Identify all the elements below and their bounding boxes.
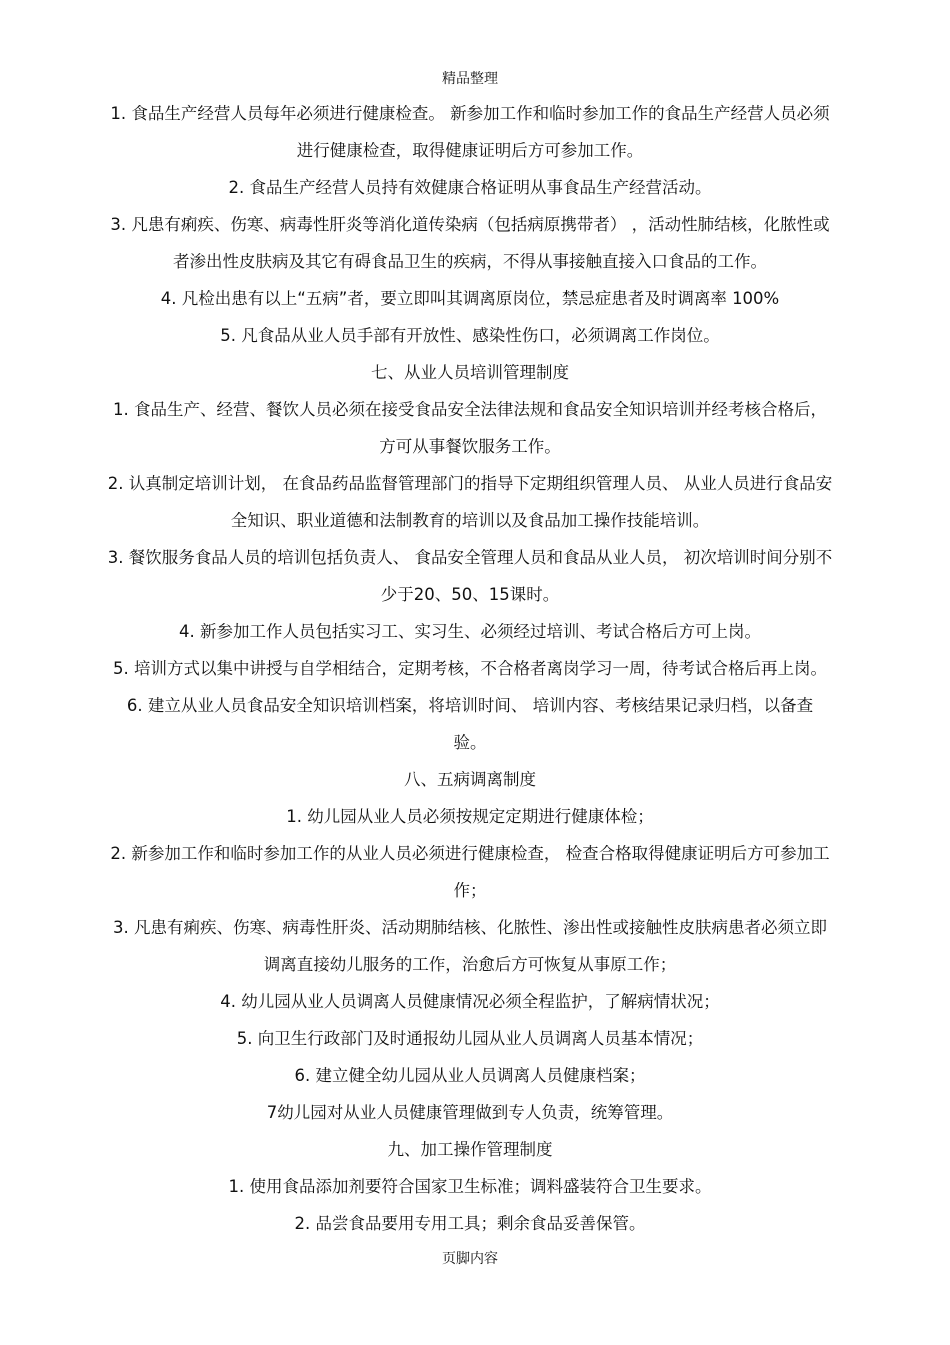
text-line: 方可从事餐饮服务工作。: [379, 437, 561, 456]
text-line: 5. 向卫生行政部门及时通报幼儿园从业人员调离人员基本情况；: [236, 1029, 704, 1048]
text-line: 验。: [453, 733, 487, 752]
section-heading-9: 九、加工操作管理制度: [387, 1140, 553, 1159]
text-line: 1. 幼儿园从业人员必须按规定定期进行健康体检；: [286, 807, 654, 826]
text-line: 全知识、职业道德和法制教育的培训以及食品加工操作技能培训。: [230, 511, 710, 530]
text-line: 4. 新参加工作人员包括实习工、实习生、必须经过培训、考试合格后方可上岗。: [179, 622, 761, 641]
text-line: 3. 凡患有痢疾、伤寒、病毒性肝炎等消化道传染病（包括病原携带者） ，活动性肺结核，化脓性或: [110, 215, 830, 234]
page-header: 精品整理: [442, 71, 498, 87]
text-line: 3. 餐饮服务食品人员的培训包括负责人、 食品安全管理人员和食品从业人员， 初次培训时间分别不: [107, 548, 833, 567]
section-heading-8: 八、五病调离制度: [404, 770, 536, 789]
section-heading-7: 七、从业人员培训管理制度: [371, 363, 569, 382]
text-line: 5. 培训方式以集中讲授与自学相结合，定期考核，不合格者离岗学习一周，待考试合格后再上岗。: [113, 659, 827, 678]
text-line: 4. 凡检出患有以上“五病”者，要立即叫其调离原岗位，禁忌症患者及时调离率 100%: [160, 289, 780, 308]
text-line: 6. 建立从业人员食品安全知识培训档案，将培训时间、 培训内容、考核结果记录归档，以备查: [126, 696, 814, 715]
text-line: 2. 品尝食品要用专用工具；剩余食品妥善保管。: [294, 1214, 646, 1233]
text-line: 作；: [453, 881, 487, 900]
text-line: 3. 凡患有痢疾、伤寒、病毒性肝炎、活动期肺结核、化脓性、渗出性或接触性皮肤病患者必须立即: [113, 918, 827, 937]
page-footer: 页脚内容: [442, 1251, 498, 1267]
text-line: 进行健康检查，取得健康证明后方可参加工作。: [296, 141, 644, 160]
text-line: 1. 食品生产经营人员每年必须进行健康检查。 新参加工作和临时参加工作的食品生产经营人员必须: [110, 104, 830, 123]
text-line: 2. 认真制定培训计划， 在食品药品监督管理部门的指导下定期组织管理人员、 从业人员进行食品安: [107, 474, 833, 493]
text-line: 者渗出性皮肤病及其它有碍食品卫生的疾病，不得从事接触直接入口食品的工作。: [173, 252, 767, 271]
text-line: 2. 新参加工作和临时参加工作的从业人员必须进行健康检查， 检查合格取得健康证明后方可参加工: [110, 844, 830, 863]
text-line: 6. 建立健全幼儿园从业人员调离人员健康档案；: [294, 1066, 646, 1085]
text-line: 4. 幼儿园从业人员调离人员健康情况必须全程监护，了解病情状况；: [220, 992, 720, 1011]
document-body: [60, 95, 880, 1242]
text-line: 7幼儿园对从业人员健康管理做到专人负责，统筹管理。: [266, 1103, 674, 1122]
text-line: 5. 凡食品从业人员手部有开放性、感染性伤口，必须调离工作岗位。: [220, 326, 720, 345]
text-line: 2. 食品生产经营人员持有效健康合格证明从事食品生产经营活动。: [228, 178, 712, 197]
text-line: 1. 使用食品添加剂要符合国家卫生标准；调料盛装符合卫生要求。: [228, 1177, 712, 1196]
text-line: 1. 食品生产、经营、餐饮人员必须在接受食品安全法律法规和食品安全知识培训并经考核合格后，: [113, 400, 827, 419]
text-line: 调离直接幼儿服务的工作，治愈后方可恢复从事原工作；: [263, 955, 677, 974]
text-line: 少于20、50、15课时。: [380, 585, 560, 604]
